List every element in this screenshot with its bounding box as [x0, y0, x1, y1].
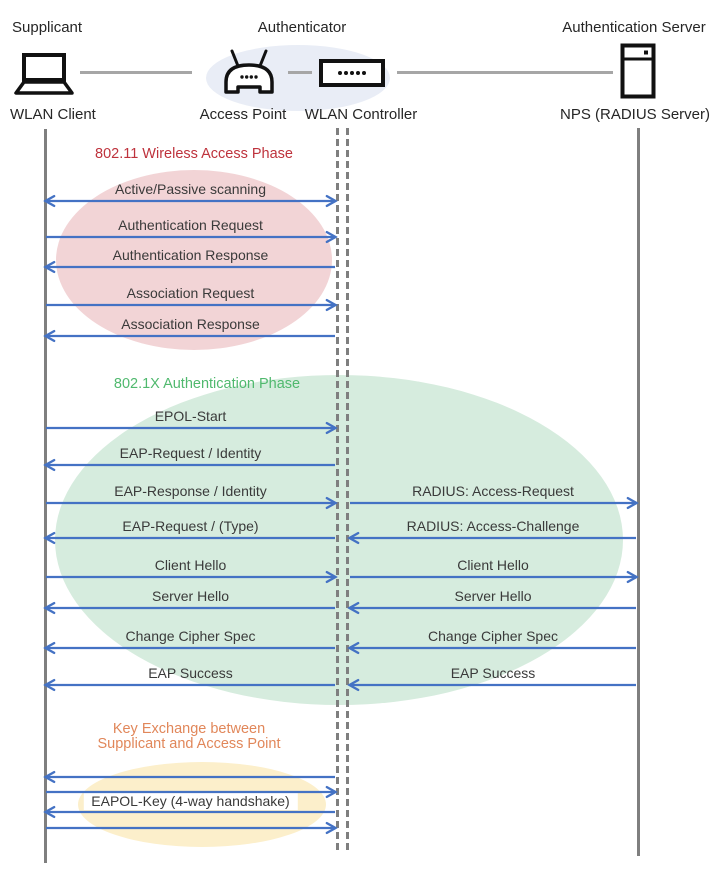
auth-server-title: Authentication Server — [562, 19, 706, 36]
dot1x-phase-ellipse — [55, 375, 623, 705]
message-label: EAP-Request / Identity — [119, 445, 262, 461]
message-label: EAP Success — [450, 665, 536, 681]
authenticator-lifeline — [336, 128, 339, 854]
message-label: EAP-Request / (Type) — [122, 518, 259, 534]
supplicant-title: Supplicant — [12, 19, 83, 36]
nps-radius-label: NPS (RADIUS Server) — [559, 106, 711, 123]
authenticator-title: Authenticator — [257, 19, 347, 36]
phase-title-key-exchange-line1: Key Exchange between — [112, 721, 266, 737]
message-label: Authentication Request — [118, 217, 263, 233]
message-label: Client Hello — [457, 557, 529, 573]
wlan-controller-icon — [319, 59, 385, 92]
phase-title-80211: 802.11 Wireless Access Phase — [95, 146, 293, 162]
message-label: EPOL-Start — [154, 408, 227, 424]
connector-line-wlc-server — [397, 71, 613, 74]
message-label: Active/Passive scanning — [115, 181, 266, 197]
access-point-label: Access Point — [199, 106, 287, 123]
auth-server-lifeline — [637, 128, 640, 856]
server-icon — [620, 43, 656, 104]
message-label: EAP Success — [148, 665, 233, 681]
connector-line-client-ap — [80, 71, 192, 74]
wlan-client-label: WLAN Client — [10, 106, 96, 123]
phase-title-key-exchange — [98, 722, 281, 752]
phase-title-key-exchange-line2: Supplicant and Access Point — [97, 736, 281, 752]
message-label: Client Hello — [154, 557, 227, 573]
message-label: Authentication Response — [112, 247, 269, 263]
message-label: Association Response — [121, 316, 260, 332]
supplicant-lifeline — [44, 129, 47, 863]
message-label: EAPOL-Key (4-way handshake) — [83, 792, 297, 810]
connector-line-ap-wlc — [288, 71, 312, 74]
message-label: Change Cipher Spec — [125, 628, 256, 644]
key-exchange-phase-ellipse — [78, 762, 326, 847]
message-label: RADIUS: Access-Challenge — [406, 518, 580, 534]
message-label: Server Hello — [454, 588, 532, 604]
authenticator-lifeline — [346, 128, 349, 854]
phase-title-8021x: 802.1X Authentication Phase — [113, 376, 301, 392]
wlan-controller-label: WLAN Controller — [304, 106, 418, 123]
message-label: Change Cipher Spec — [428, 628, 558, 644]
message-label: Association Request — [126, 285, 255, 301]
access-point-icon — [218, 48, 280, 107]
message-label: EAP-Response / Identity — [114, 483, 267, 499]
wireless-access-phase-ellipse — [56, 170, 332, 350]
message-label: RADIUS: Access-Request — [412, 483, 574, 499]
laptop-icon — [9, 52, 79, 103]
message-label: Server Hello — [151, 588, 230, 604]
